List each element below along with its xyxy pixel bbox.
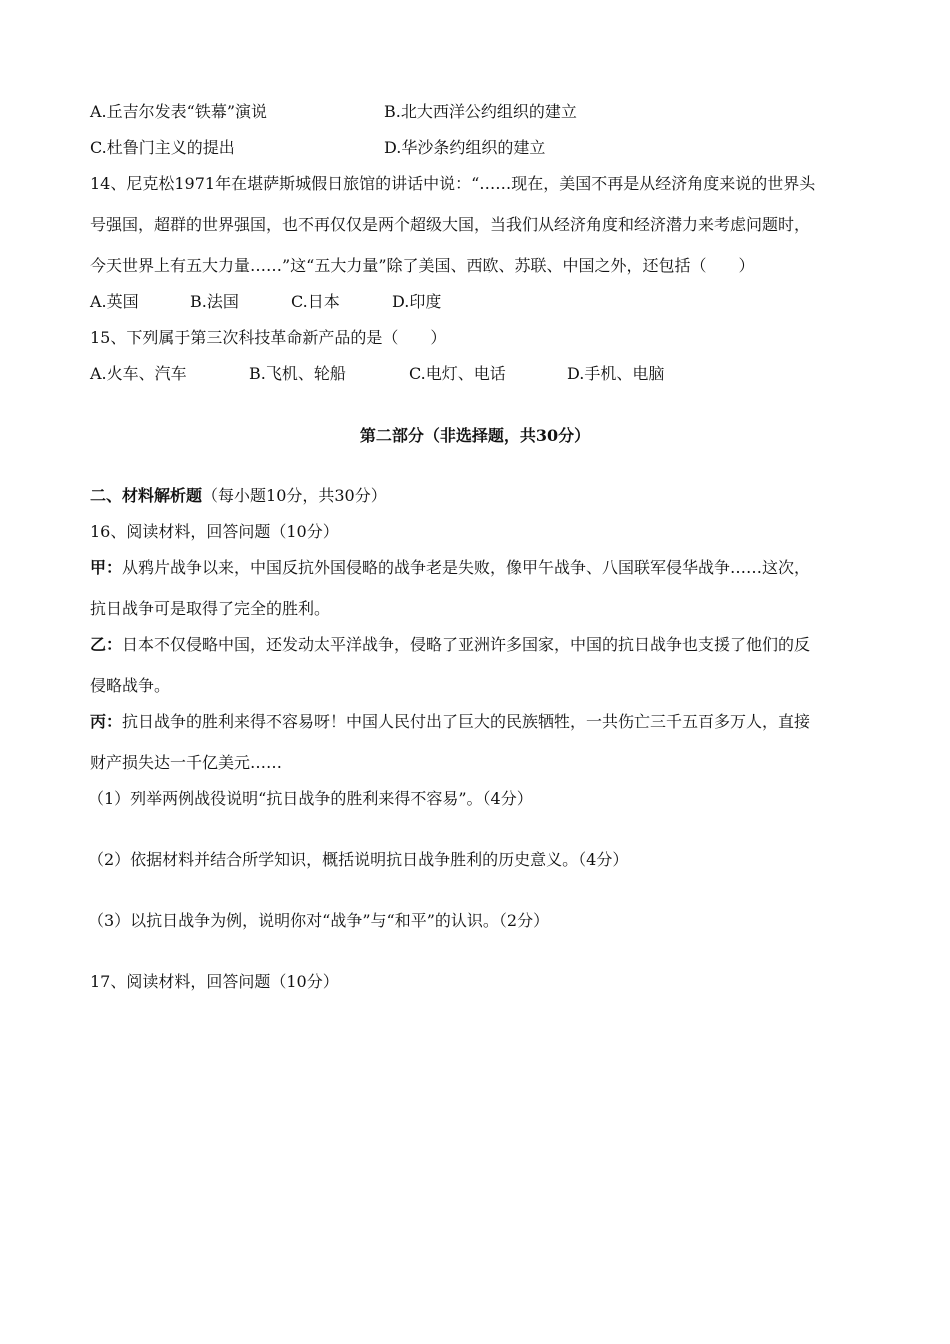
q16-material-yi-label: 乙： xyxy=(90,635,123,654)
q15-option-a: A.火车、汽车 xyxy=(90,364,187,383)
q16-material-bing-line-1 xyxy=(90,711,810,733)
q15-stem: 15、下列属于第三次科技革命新产品的是（ ） xyxy=(90,328,447,347)
q15-option-b: B.飞机、轮船 xyxy=(249,364,346,383)
section2-heading-rest: （每小题10分，共30分） xyxy=(202,486,387,505)
q16-subquestion-3: （3）以抗日战争为例，说明你对“战争”与“和平”的认识。（2分） xyxy=(88,911,550,930)
q16-material-jia-line-1 xyxy=(90,557,810,579)
q14-option-b: B.法国 xyxy=(190,292,239,311)
q16-subquestion-1: （1）列举两例战役说明“抗日战争的胜利来得不容易”。（4分） xyxy=(88,789,533,808)
q13-option-b: B.北大西洋公约组织的建立 xyxy=(384,102,577,121)
q13-option-c: C.杜鲁门主义的提出 xyxy=(90,138,235,157)
q16-material-bing-text-1: 抗日战争的胜利来得不容易呀！中国人民付出了巨大的民族牺牲，一共伤亡三千五百多万人，直接 xyxy=(122,712,811,731)
q16-material-jia-text-1: 从鸦片战争以来，中国反抗外国侵略的战争老是失败，像甲午战争、八国联军侵华战争……这次， xyxy=(122,558,811,577)
q16-stem: 16、阅读材料，回答问题（10分） xyxy=(90,522,339,541)
q14-stem-line-2: 号强国，超群的世界强国，也不再仅仅是两个超级大国，当我们从经济角度和经济潜力来考虑问题时， xyxy=(90,215,811,234)
q15-option-d: D.手机、电脑 xyxy=(567,364,665,383)
q15-option-c: C.电灯、电话 xyxy=(409,364,506,383)
q13-option-d: D.华沙条约组织的建立 xyxy=(384,138,546,157)
q13-option-a: A.丘吉尔发表“铁幕”演说 xyxy=(90,102,268,121)
section2-heading-bold: 二、材料解析题 xyxy=(90,486,203,505)
part2-title: 第二部分（非选择题，共30分） xyxy=(359,426,591,445)
q16-material-yi-line-1 xyxy=(90,634,810,656)
q16-material-yi-text-1: 日本不仅侵略中国，还发动太平洋战争，侵略了亚洲许多国家，中国的抗日战争也支援了他们的反 xyxy=(122,635,811,654)
q16-material-yi-line-2: 侵略战争。 xyxy=(90,676,171,695)
q16-material-bing-label: 丙： xyxy=(90,712,123,731)
q17-stem: 17、阅读材料，回答问题（10分） xyxy=(90,972,339,991)
q14-option-a: A.英国 xyxy=(90,292,139,311)
q16-subquestion-2: （2）依据材料并结合所学知识，概括说明抗日战争胜利的历史意义。（4分） xyxy=(88,850,629,869)
q16-material-jia-line-2: 抗日战争可是取得了完全的胜利。 xyxy=(90,599,331,618)
q14-option-d: D.印度 xyxy=(392,292,442,311)
q14-option-c: C.日本 xyxy=(291,292,340,311)
q14-stem-line-3: 今天世界上有五大力量……”这“五大力量”除了美国、西欧、苏联、中国之外，还包括（ ） xyxy=(90,256,755,275)
q14-stem-line-1: 14、尼克松1971年在堪萨斯城假日旅馆的讲话中说：“……现在，美国不再是从经济角度来说的世界头 xyxy=(90,174,816,193)
q16-material-jia-label: 甲： xyxy=(90,558,123,577)
q16-material-bing-line-2: 财产损失达一千亿美元…… xyxy=(90,753,283,772)
section2-heading xyxy=(90,485,387,507)
